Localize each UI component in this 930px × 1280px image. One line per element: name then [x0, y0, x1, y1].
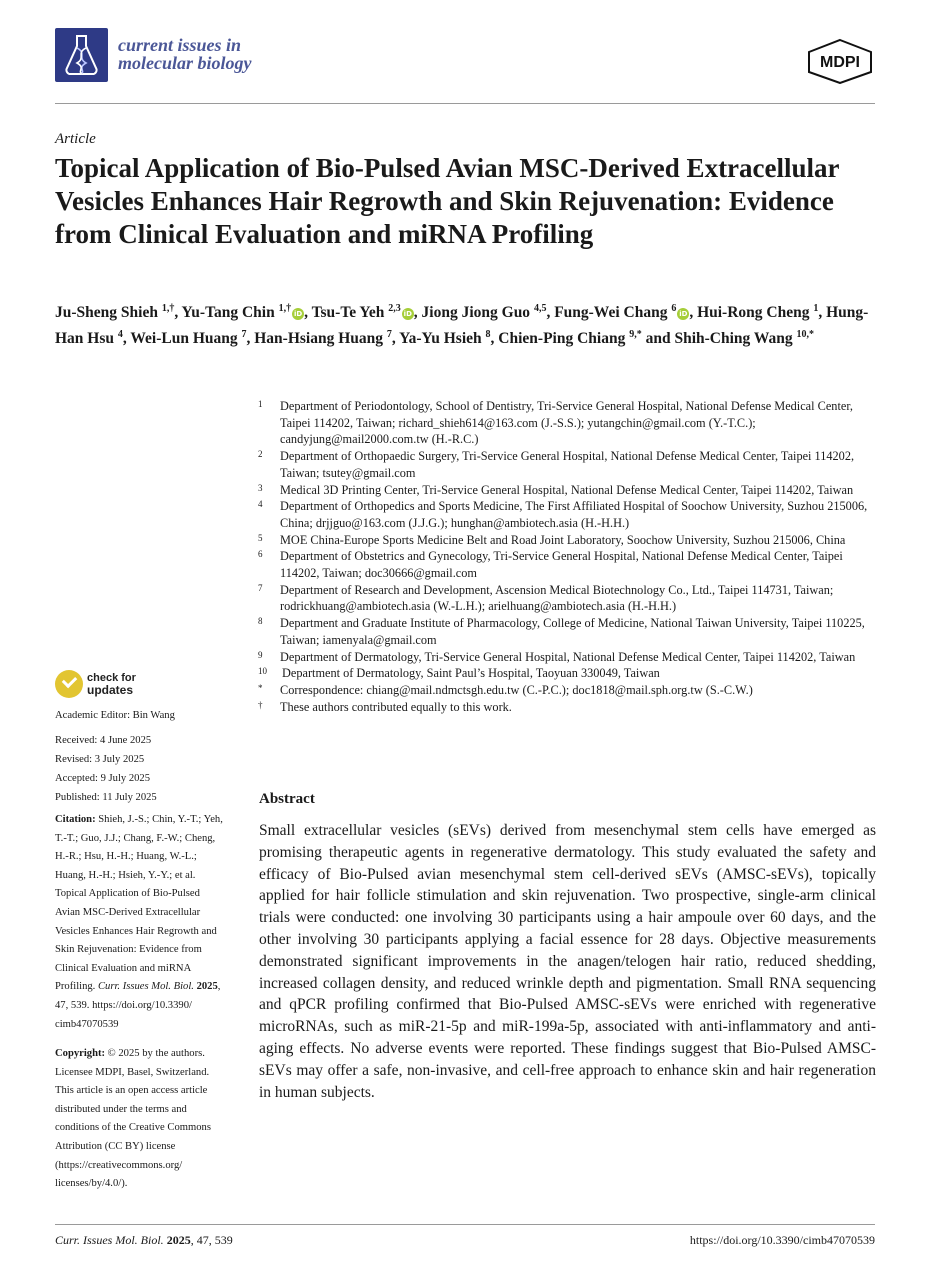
- orcid-icon[interactable]: iD: [294, 310, 303, 319]
- citation-line: Huang, H.-H.; Hsieh, Y.-Y.; et al.: [55, 869, 196, 881]
- publication-dates: [55, 731, 245, 807]
- date-revised: Revised: 3 July 2025: [55, 754, 145, 765]
- citation-block: [55, 811, 245, 1034]
- author-affiliation-marker: 8: [485, 329, 491, 341]
- check-updates-icon: [55, 670, 83, 698]
- affiliation-item: [258, 615, 883, 648]
- affiliation-text: Department of Dermatology, Tri-Service General Hospital, National Defense Medical Center, Taipei 114202, Taiwan: [280, 649, 856, 664]
- journal-logo[interactable]: [55, 28, 108, 82]
- affiliation-number: †: [258, 699, 263, 710]
- affiliation-item: [258, 482, 883, 499]
- footer-year: 2025: [166, 1233, 191, 1247]
- author-name[interactable]: Wei-Lun Huang: [130, 330, 238, 348]
- check-updates-line1: check for: [87, 672, 136, 684]
- affiliation-number: 2: [258, 449, 263, 460]
- date-received: Received: 4 June 2025: [55, 735, 152, 746]
- citation-year: 2025: [196, 981, 218, 993]
- affiliation-text: Department of Orthopaedic Surgery, Tri-Service General Hospital, National Defense Medical Center, Taipei 114202, Taiwan; tsutey@gmail.com: [280, 449, 855, 480]
- date-published: Published: 11 July 2025: [55, 792, 157, 803]
- citation-label: Citation:: [55, 814, 96, 825]
- copyright-line: distributed under the terms and: [55, 1103, 187, 1115]
- author-affiliation-marker: 1,†: [278, 303, 292, 314]
- author-name[interactable]: Ju-Sheng Shieh: [55, 304, 158, 322]
- copyright-line: This article is an open access article: [55, 1085, 208, 1097]
- dna-flask-icon: [55, 28, 108, 82]
- copyright-line: licenses/by/4.0/).: [55, 1178, 128, 1190]
- journal-name-line2: molecular biology: [118, 53, 252, 73]
- check-updates-label: [87, 672, 157, 696]
- mdpi-hexagon-icon: [805, 38, 875, 84]
- footer-journal: Curr. Issues Mol. Biol.: [55, 1233, 164, 1247]
- author-name[interactable]: Chien-Ping Chiang: [498, 330, 626, 348]
- abstract-heading: Abstract: [259, 791, 315, 807]
- citation-line: Topical Application of Bio-Pulsed: [55, 888, 200, 900]
- author-affiliation-marker: 6: [671, 303, 677, 314]
- abstract-text: Small extracellular vesicles (sEVs) derived from mesenchymal stem cells have emerged as promising therapeutic agents in regenerative dermatology. This study evaluated the safety and efficacy of Bio-Pulsed avian mesenchymal stem cell-derived sEVs (AMSC-sEVs), topically applied for hair follicle stimulation and skin rejuvenation. Two prospective, single-arm clinical trials were conducted: one involving 30 participants using a hair ampoule over 60 days, and the other involving 30 participants applying a facial essence for 28 days. Objective measurements demonstrated significant improvements in the anagen/telogen hair ratio, reduced shedding, increased collagen density, and reduced wrinkle depth and pigmentation. Small RNA sequencing and qPCR profiling confirmed that Bio-Pulsed AMSC-sEVs were enriched with regenerative microRNAs, such as miR-21-5p and miR-199a-5p, associated with anti-inflammatory and anti-aging effects. No adverse events were reported. These findings suggest that Bio-Pulsed AMSC-sEVs may offer a safe, non-invasive, and cell-free approach to enhance skin and hair regeneration in human subjects.: [259, 822, 876, 1101]
- affiliation-number: 5: [258, 532, 263, 543]
- author-name[interactable]: Hung-Han Hsu: [55, 304, 869, 348]
- copyright-block: [55, 1045, 245, 1194]
- author-affiliation-marker: 1,†: [161, 303, 175, 314]
- citation-line: Profiling. Curr. Issues Mol. Biol. 2025,: [55, 981, 221, 993]
- affiliation-item: [258, 448, 883, 481]
- affiliation-number: 1: [258, 399, 263, 409]
- author-name[interactable]: Fung-Wei Chang: [554, 304, 668, 322]
- affiliation-text: Department of Research and Development, Ascension Medical Biotechnology Co., Ltd., Taipei 114731, Taiwan; rodrickhuang@ambiotech.asia (W.-L.H.); arielhuang@ambiotech.asia (H.-H.H.): [280, 582, 834, 614]
- author-affiliation-marker: 10,*: [796, 329, 815, 341]
- affiliation-item: [258, 582, 883, 615]
- citation-line: H.-R.; Hsu, H.-H.; Huang, W.-L.;: [55, 851, 197, 863]
- date-accepted: Accepted: 9 July 2025: [55, 773, 151, 784]
- affiliation-number: 6: [258, 549, 263, 560]
- header-divider: [55, 103, 875, 104]
- citation-doi-link[interactable]: https://doi.org/10.3390/: [92, 999, 192, 1011]
- mdpi-logo-text: MDPI: [820, 54, 860, 71]
- citation-line: Avian MSC-Derived Extracellular: [55, 906, 201, 918]
- affiliation-number: 7: [258, 582, 263, 593]
- affiliation-number: 4: [258, 499, 263, 510]
- author-affiliation-marker: 7: [386, 329, 392, 341]
- affiliation-text: Department of Periodontology, School of Dentistry, Tri-Service General Hospital, National Defense Medical Center, Taipei 114202, Taiwan; richard_shieh614@163.com (J.-S.S.); yutangchin@gmail.com (Y.-T.C.); candyjung@mail2000.com.tw (H.-R.C.): [280, 399, 853, 447]
- copyright-line: (https://creativecommons.org/: [55, 1159, 183, 1171]
- footer-doi-link[interactable]: https://doi.org/10.3390/cimb47070539: [689, 1233, 875, 1247]
- academic-editor: Academic Editor: Bin Wang: [55, 710, 175, 721]
- affiliation-item: [258, 665, 883, 682]
- affiliation-number: 3: [258, 482, 263, 493]
- citation-line: T.-T.; Guo, J.J.; Chang, F.-W.; Cheng,: [55, 832, 216, 844]
- citation-journal: Curr. Issues Mol. Biol.: [97, 981, 194, 993]
- footer-citation: [55, 1233, 233, 1248]
- copyright-line: Licensee MDPI, Basel, Switzerland.: [55, 1066, 210, 1078]
- author-affiliation-marker: 2,3: [388, 303, 401, 314]
- article-type: Article: [55, 131, 96, 147]
- affiliation-number: 8: [258, 616, 263, 627]
- copyright-line: conditions of the Creative Commons: [55, 1122, 211, 1134]
- author-name[interactable]: Hui-Rong Cheng: [697, 304, 810, 322]
- affiliation-item: [258, 649, 883, 666]
- affiliation-item: [258, 398, 883, 448]
- author-affiliation-marker: 4,5: [533, 303, 547, 314]
- affiliation-item: [258, 682, 883, 699]
- journal-name[interactable]: [118, 36, 252, 72]
- affiliation-number: 10: [258, 666, 267, 677]
- affiliation-item: [258, 548, 883, 581]
- copyright-label: Copyright:: [55, 1048, 106, 1059]
- citation-line: Citation: Shieh, J.-S.; Chin, Y.-T.; Yeh,: [55, 814, 223, 825]
- author-name[interactable]: Ya-Yu Hsieh: [399, 330, 482, 348]
- article-title: Topical Application of Bio-Pulsed Avian MSC-Derived Extracellular Vesicles Enhances Hair Regrowth and Skin Rejuvenation: Evidence from Clinical Evaluation and miRNA Profiling: [55, 153, 840, 249]
- affiliation-number: *: [258, 682, 263, 693]
- author-list: Ju-Sheng Shieh $^{1,\dagger}$, Yu-Tang Chin $^{1,\dagger}$iD , Tsu-Te Yeh $^{2,3}$iD , Jiong Jiong Guo $^{4,5}$, Fung-Wei Chang $^6$iD , Hui-Rong Cheng $^1$, Hung-Han Hsu $^4$, Wei-Lun Huang $^7$, Han-Hsiang Huang $^7$, Ya-Yu Hsieh $^8$, Chien-Ping Chiang $^{9,*}$ and Shih-Ching Wang $^{10,*}$: [55, 303, 869, 348]
- author-name[interactable]: Tsu-Te Yeh: [311, 304, 385, 322]
- citation-line: Vesicles Enhances Hair Regrowth and: [55, 925, 217, 937]
- author-affiliation-marker: 7: [241, 329, 247, 341]
- citation-line: 47, 539. https://doi.org/10.3390/: [55, 999, 192, 1011]
- author-name[interactable]: Han-Hsiang Huang: [254, 330, 384, 348]
- affiliation-item: [258, 699, 883, 716]
- affiliation-text: These authors contributed equally to this work.: [280, 699, 512, 714]
- affiliation-text: MOE China-Europe Sports Medicine Belt and Road Joint Laboratory, Soochow University, Suzhou 215006, China: [280, 532, 846, 547]
- copyright-line: Copyright: © 2025 by the authors.: [55, 1048, 205, 1059]
- mdpi-logo[interactable]: [805, 38, 875, 84]
- author-affiliation-marker: 4: [117, 329, 123, 341]
- affiliation-text: Medical 3D Printing Center, Tri-Service General Hospital, National Defense Medical Center, Taipei 114202, Taiwan: [280, 482, 854, 497]
- citation-line: Clinical Evaluation and miRNA: [55, 962, 192, 974]
- author-affiliation-marker: 9,*: [629, 329, 642, 341]
- author-affiliation-marker: 1: [813, 303, 819, 314]
- citation-doi-link[interactable]: cimb47070539: [55, 1018, 119, 1030]
- author-name[interactable]: Yu-Tang Chin: [181, 304, 275, 322]
- affiliations: [258, 398, 883, 715]
- orcid-icon[interactable]: iD: [679, 310, 688, 319]
- affiliation-text: Correspondence: chiang@mail.ndmctsgh.edu.tw (C.-P.C.); doc1818@mail.sph.org.tw (S.-C.W.): [280, 682, 753, 697]
- author-name[interactable]: Shih-Ching Wang: [674, 330, 793, 348]
- orcid-icon[interactable]: iD: [403, 310, 412, 319]
- author-name[interactable]: Jiong Jiong Guo: [421, 304, 531, 322]
- affiliation-item: [258, 498, 883, 531]
- affiliation-number: 9: [258, 649, 263, 660]
- copyright-line: Attribution (CC BY) license: [55, 1140, 176, 1152]
- citation-line: Skin Rejuvenation: Evidence from: [55, 944, 202, 956]
- check-updates-line2: updates: [87, 683, 134, 697]
- affiliation-text: Department of Orthopedics and Sports Medicine, The First Affiliated Hospital of Soochow University, Suzhou 215006, China; drjjguo@163.com (J.J.G.); hunghan@ambiotech.asia (H.-H.H.): [280, 499, 868, 530]
- footer-divider: [55, 1224, 875, 1225]
- affiliation-text: Department and Graduate Institute of Pharmacology, College of Medicine, National Taiwan University, Taipei 110225, Taiwan; iamenyala@gmail.com: [280, 616, 865, 647]
- affiliation-text: Department of Obstetrics and Gynecology, Tri-Service General Hospital, National Defense Medical Center, Taipei 114202, Taiwan; doc30666@gmail.com: [280, 549, 843, 581]
- footer-volume: , 47, 539: [190, 1233, 233, 1247]
- affiliation-text: Department of Dermatology, Saint Paul’s Hospital, Taoyuan 330049, Taiwan: [282, 666, 660, 681]
- affiliation-item: [258, 532, 883, 549]
- journal-name-line1: current issues in: [118, 35, 242, 55]
